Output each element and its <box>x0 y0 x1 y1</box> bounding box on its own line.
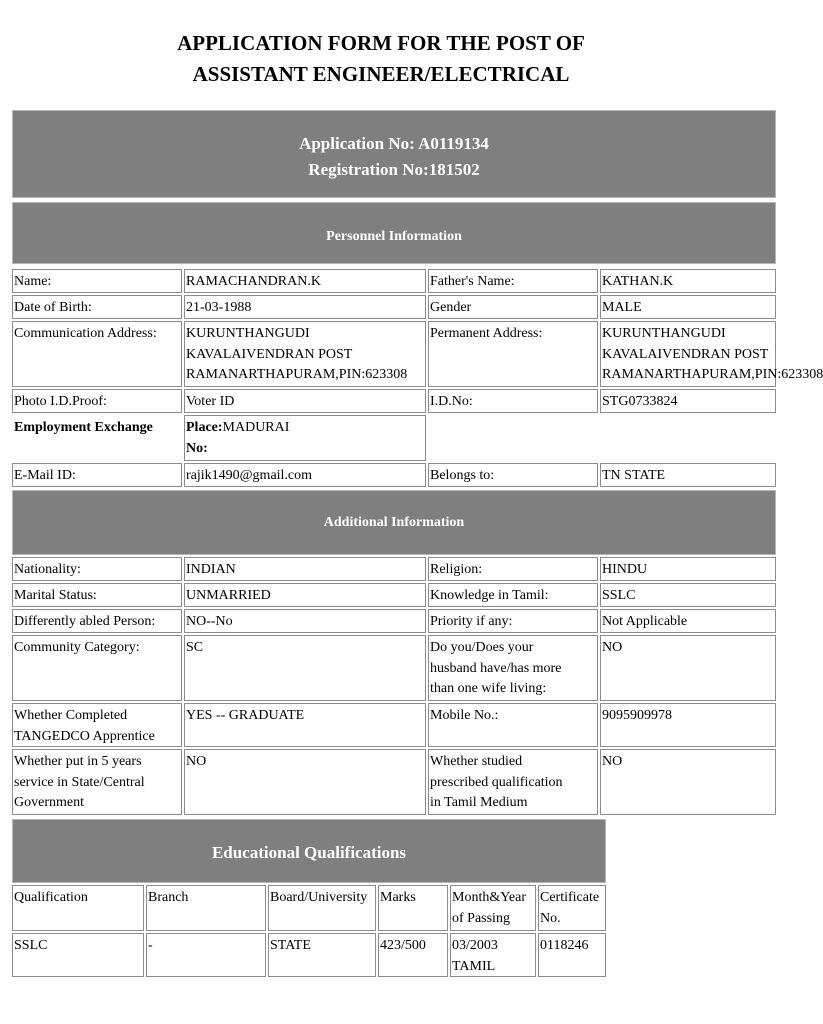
communication-address-label: Communication Address: <box>12 321 182 387</box>
more-than-one-wife-label-line: Do you/Does your <box>430 640 534 655</box>
employment-number-label: No: <box>186 440 208 456</box>
permanent-address-label: Permanent Address: <box>428 321 598 387</box>
tamil-medium-label-line: prescribed qualification <box>430 774 563 790</box>
tamil-medium-value: NO <box>600 749 776 815</box>
apprentice-label-line: TANGEDCO Apprentice <box>14 728 155 744</box>
registration-number: Registration No:181502 <box>308 160 480 179</box>
permanent-address-line: KURUNTHANGUDI <box>602 326 726 341</box>
employment-place-label: Place: <box>186 420 223 435</box>
five-years-service-label-line: Whether put in 5 years <box>14 754 142 769</box>
photo-id-value: Voter ID <box>184 389 426 413</box>
dob-label: Date of Birth: <box>12 295 182 319</box>
five-years-service-label-line: service in State/Central <box>14 774 145 790</box>
name-value: RAMACHANDRAN.K <box>184 269 426 293</box>
tamil-medium-label <box>428 749 598 815</box>
differently-abled-value: NO--No <box>184 609 426 633</box>
row-month-year <box>450 933 536 977</box>
priority-value: Not Applicable <box>600 609 776 633</box>
permanent-address-line: KAVALAIVENDRAN POST <box>602 346 769 362</box>
tamil-knowledge-label: Knowledge in Tamil: <box>428 583 598 607</box>
email-value: rajik1490@gmail.com <box>184 463 426 487</box>
certificate-header-line: No. <box>540 910 561 926</box>
belongs-to-value: TN STATE <box>600 463 776 487</box>
additional-section-header <box>12 490 776 555</box>
mobile-number-label: Mobile No.: <box>428 703 598 747</box>
more-than-one-wife-label <box>428 635 598 701</box>
row-month-year-line: TAMIL <box>452 958 496 974</box>
belongs-to-label: Belongs to: <box>428 463 598 487</box>
title-line-1: APPLICATION FORM FOR THE POST OF <box>177 31 585 55</box>
tamil-knowledge-value: SSLC <box>600 583 776 607</box>
five-years-service-value: NO <box>184 749 426 815</box>
dob-value: 21-03-1988 <box>184 295 426 319</box>
id-number-value: STG0733824 <box>600 389 776 413</box>
email-label: E-Mail ID: <box>12 463 182 487</box>
marital-status-label: Marital Status: <box>12 583 182 607</box>
religion-value: HINDU <box>600 557 776 581</box>
gender-label: Gender <box>428 295 598 319</box>
application-banner <box>12 110 776 198</box>
differently-abled-label: Differently abled Person: <box>12 609 182 633</box>
nationality-label: Nationality: <box>12 557 182 581</box>
title-line-2: ASSISTANT ENGINEER/ELECTRICAL <box>192 62 570 86</box>
row-marks: 423/500 <box>378 933 448 977</box>
more-than-one-wife-value: NO <box>600 635 776 701</box>
employment-place-value: MADURAI <box>222 420 290 435</box>
permanent-address-line: RAMANARTHAPURAM,PIN:623308 <box>602 367 823 382</box>
more-than-one-wife-label-line: husband have/has more <box>430 660 562 676</box>
additional-section-title: Additional Information <box>323 515 465 530</box>
branch-header: Branch <box>146 885 266 931</box>
marital-status-value: UNMARRIED <box>184 583 426 607</box>
communication-address-line: KAVALAIVENDRAN POST <box>186 346 353 362</box>
apprentice-label <box>12 703 182 747</box>
form-title <box>0 28 762 90</box>
father-name-label: Father's Name: <box>428 269 598 293</box>
communication-address-line: RAMANARTHAPURAM,PIN:623308 <box>186 367 408 382</box>
gender-value: MALE <box>600 295 776 319</box>
name-label: Name: <box>12 269 182 293</box>
education-section-title: Educational Qualifications <box>211 843 407 862</box>
apprentice-value: YES -- GRADUATE <box>184 703 426 747</box>
permanent-address-value <box>600 321 823 387</box>
tamil-medium-label-line: in Tamil Medium <box>430 795 528 810</box>
community-category-value: SC <box>184 635 426 701</box>
community-category-label: Community Category: <box>12 635 182 701</box>
row-qualification: SSLC <box>12 933 144 977</box>
qualification-header: Qualification <box>12 885 144 931</box>
row-certificate: 0118246 <box>538 933 606 977</box>
certificate-header <box>538 885 606 931</box>
certificate-header-line: Certificate <box>540 890 600 905</box>
education-section-header <box>12 819 606 883</box>
application-number: Application No: A0119134 <box>299 134 489 153</box>
father-name-value: KATHAN.K <box>600 269 776 293</box>
board-header: Board/University <box>268 885 376 931</box>
communication-address-line: KURUNTHANGUDI <box>186 326 310 341</box>
id-number-label: I.D.No: <box>428 389 598 413</box>
marks-header: Marks <box>378 885 448 931</box>
row-board: STATE <box>268 933 376 977</box>
communication-address-value <box>184 321 426 387</box>
row-branch: - <box>146 933 266 977</box>
month-year-header-line: Month&Year <box>452 890 527 905</box>
employment-exchange-value <box>184 415 426 461</box>
employment-exchange-label: Employment Exchange <box>12 415 182 461</box>
tamil-medium-label-line: Whether studied <box>430 754 523 769</box>
apprentice-label-line: Whether Completed <box>14 708 128 723</box>
personnel-section-header <box>12 202 776 264</box>
personnel-section-title: Personnel Information <box>326 229 462 244</box>
month-year-header-line: of Passing <box>452 910 510 926</box>
photo-id-label: Photo I.D.Proof: <box>12 389 182 413</box>
priority-label: Priority if any: <box>428 609 598 633</box>
more-than-one-wife-label-line: than one wife living: <box>430 681 547 696</box>
religion-label: Religion: <box>428 557 598 581</box>
row-month-year-line: 03/2003 <box>452 938 498 953</box>
five-years-service-label-line: Government <box>14 795 84 810</box>
mobile-number-value: 9095909978 <box>600 703 776 747</box>
month-year-header <box>450 885 536 931</box>
five-years-service-label <box>12 749 182 815</box>
nationality-value: INDIAN <box>184 557 426 581</box>
